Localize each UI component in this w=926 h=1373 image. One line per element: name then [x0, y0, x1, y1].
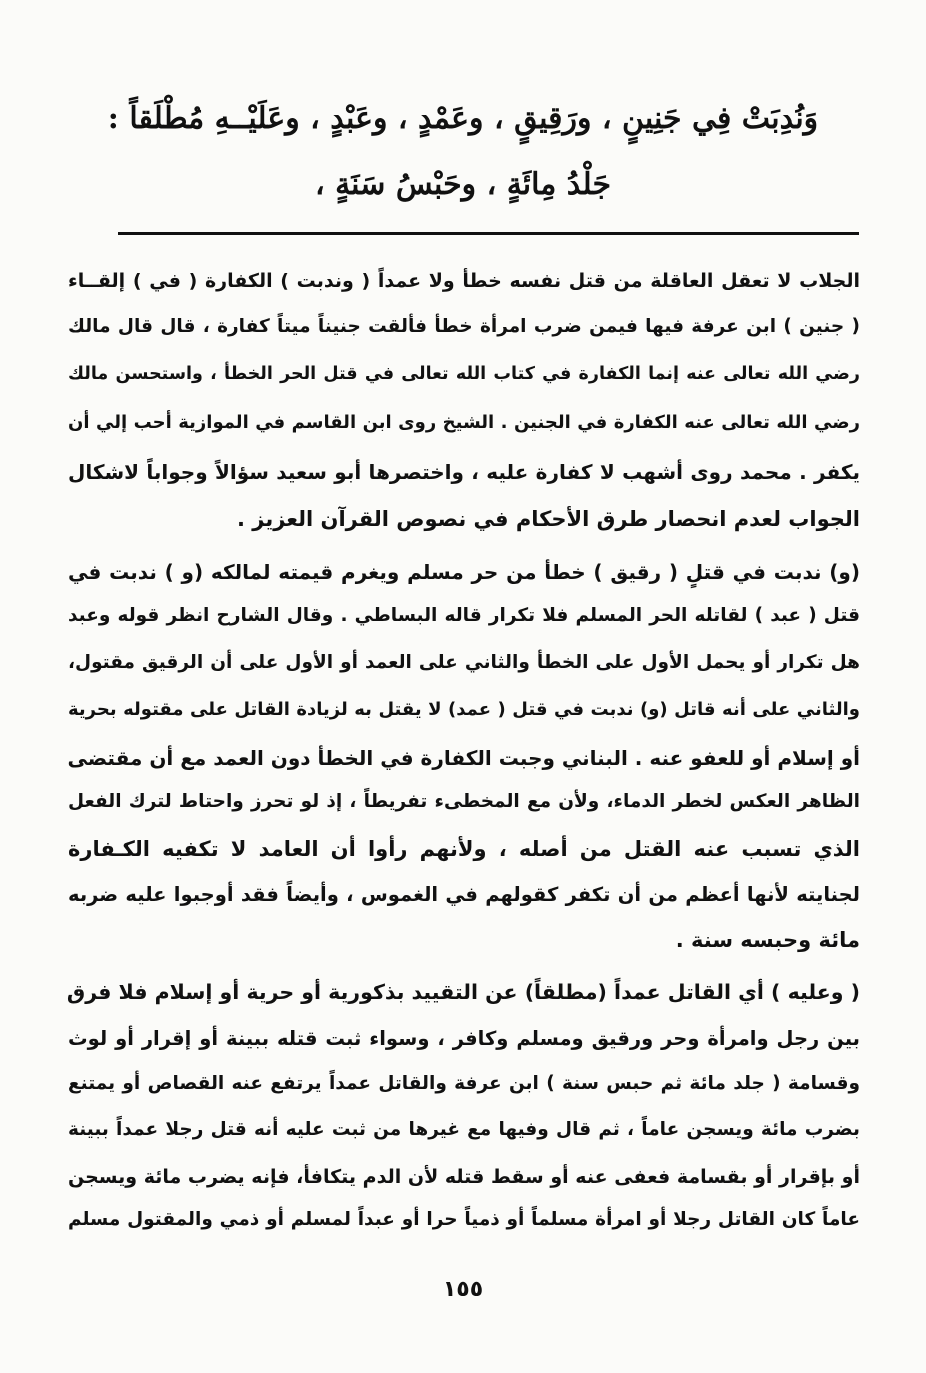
commentary-line: قتل ( عبد ) لقاتله الحر المسلم فلا تكرار قاله البساطي . وقال الشارح انظر قوله وعبد: [68, 605, 860, 626]
commentary-line: الظاهر العكس لخطر الدماء، ولأن مع المخطىء تفريطاً ، إذ لو تحرز واحتاط لترك الفعل: [68, 791, 860, 812]
commentary-line: ( جنين ) ابن عرفة فيها فيمن ضرب امرأة خطأ فألقت جنيناً ميتاً كفارة ، قال قال مالك: [68, 316, 860, 337]
commentary-line: يكفر . محمد روى أشهب لا كفارة عليه ، واختصرها أبو سعيد سؤالاً وجواباً لاشكال: [68, 460, 860, 484]
commentary-line: مائة وحبسه سنة .: [675, 928, 860, 952]
matn-verse-line-1: وَنُدِبَتْ فِي جَنِينٍ ، ورَقِيقٍ ، وعَمْدٍ ، وعَبْدٍ ، وعَلَيْــهِ مُطْلَقاً :: [107, 101, 819, 136]
commentary-line: لجنايته لأنها أعظم من أن تكفر كقولهم في الغموس ، وأيضاً فقد أوجبوا عليه ضربه: [68, 883, 860, 906]
commentary-line: أو إسلام أو للعفو عنه . البناني وجبت الكفارة في الخطأ دون العمد مع أن مقتضى: [67, 746, 860, 770]
commentary-line: الذي تسبب عنه القتل من أصله ، ولأنهم رأوا أن العامد لا تكفيه الكـفارة: [68, 837, 860, 861]
commentary-line: رضي الله تعالى عنه الكفارة في الجنين . الشيخ روى ابن القاسم في الموازية أحب إلي أن: [68, 412, 860, 433]
commentary-line: الجلاب لا تعقل العاقلة من قتل نفسه خطأ ولا عمداً ( وندبت ) الكفارة ( في ) إلقــاء: [68, 270, 860, 292]
commentary-line: هل تكرار أو يحمل الأول على الخطأ والثاني على العمد أو الأول على أن الرقيق مقتول،: [68, 652, 860, 673]
commentary-line: رضي الله تعالى عنه إنما الكفارة في كتاب الله تعالى في قتل الحر الخطأ ، واستحسن مالك: [68, 364, 860, 384]
commentary-line: بضرب مائة ويسجن عاماً ، ثم قال وفيها مع غيرها من ثبت عليه أنه قتل رجلا عمداً ببينة: [68, 1119, 860, 1140]
commentary-line: والثاني على أنه قاتل (و) ندبت في قتل ( عمد) لا يقتل به لزيادة القاتل على مقتوله بحرية: [68, 699, 860, 720]
commentary-line: (و) ندبت في قتلٍ ( رقيق ) خطأ من حر مسلم ويغرم قيمته لمالكه (و ) ندبت في: [68, 560, 860, 584]
commentary-line: أو بإقرار أو بقسامة فعفى عنه أو سقط قتله لأن الدم يتكافأ، فإنه يضرب مائة ويسجن: [68, 1166, 860, 1188]
commentary-line: بين رجل وامرأة وحر ورقيق ومسلم وكافر ، وسواء ثبت قتله ببينة أو إقرار أو لوث: [68, 1027, 860, 1050]
page-number: ١٥٥: [442, 1277, 484, 1302]
commentary-line: الجواب لعدم انحصار طرق الأحكام في نصوص القرآن العزيز .: [236, 507, 860, 531]
matn-verse-line-2: جَلْدُ مِائَةٍ ، وحَبْسُ سَنَةٍ ،: [314, 167, 612, 202]
commentary-line: عاماً كان القاتل رجلا أو امرأة مسلماً أو ذمياً حرا أو عبداً لمسلم أو ذمي والمقتول مسلم: [68, 1209, 860, 1230]
commentary-line: وقسامة ( جلد مائة ثم حبس سنة ) ابن عرفة والقاتل عمداً يرتفع عنه القصاص أو يمتنع: [68, 1073, 860, 1094]
commentary-line: ( وعليه ) أي القاتل عمداً (مطلقاً) عن التقييد بذكورية أو حرية أو إسلام فلا فرق: [66, 980, 860, 1004]
